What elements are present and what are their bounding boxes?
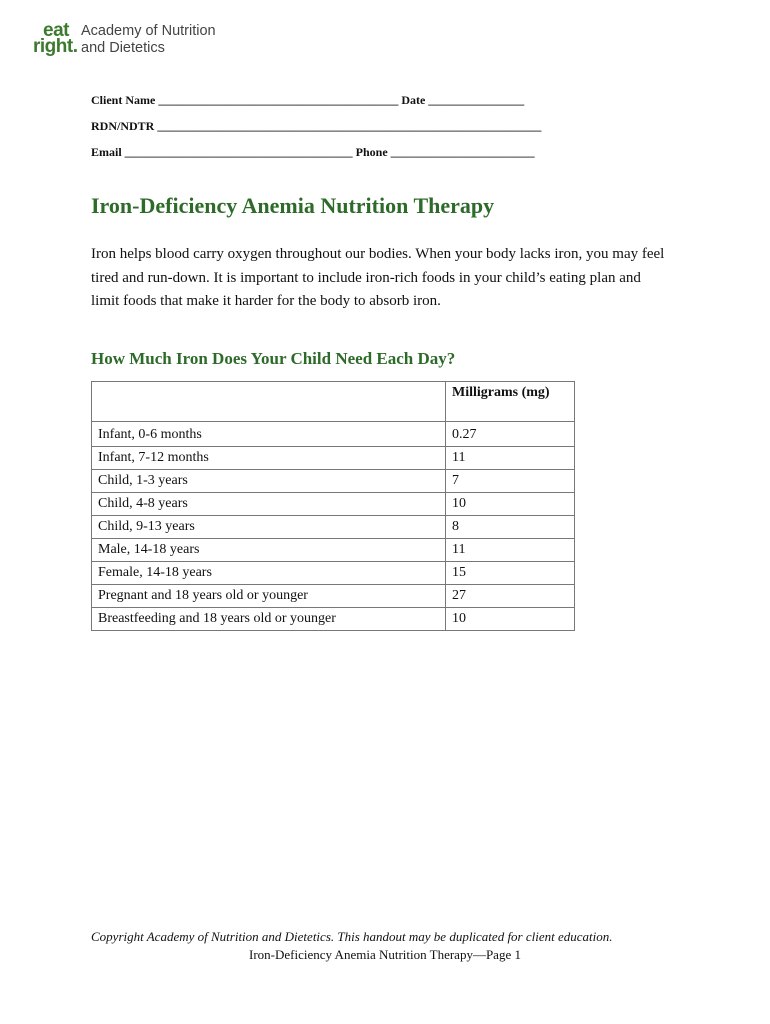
table-row [92,562,575,585]
group-cell: Breastfeeding and 18 years old or younger [92,608,446,631]
mg-cell: 10 [446,608,575,631]
intro-paragraph: Iron helps blood carry oxygen throughout our bodies. When your body lacks iron, you may feel tired and run-down. It is important to include iron-rich foods in your child’s eating plan and limit foods that make it harder for the body to absorb iron. [91,246,665,309]
email-phone-line: Email ______________________________________ Phone ________________________ [91,145,535,159]
group-cell: Infant, 0-6 months [92,422,446,447]
logo-org-line1: Academy of Nutrition [81,23,216,39]
iron-needs-table [91,381,575,631]
group-cell: Pregnant and 18 years old or younger [92,585,446,608]
client-name-date-line: Client Name ________________________________________ Date ________________ [91,93,525,107]
mg-cell: 0.27 [446,422,575,447]
logo-eat-text: eat [43,20,69,41]
group-cell: Child, 4-8 years [92,493,446,516]
header-mg-cell: Milligrams (mg) [446,382,575,422]
group-cell: Male, 14-18 years [92,539,446,562]
table-row [92,422,575,447]
logo-org-line2: and Dietetics [81,40,165,56]
section-heading: How Much Iron Does Your Child Need Each Day? [91,349,456,368]
mg-cell: 11 [446,539,575,562]
group-cell: Female, 14-18 years [92,562,446,585]
mg-cell: 15 [446,562,575,585]
eatright-logo [33,20,233,60]
group-cell: Child, 9-13 years [92,516,446,539]
mg-cell: 8 [446,516,575,539]
mg-cell: 27 [446,585,575,608]
mg-cell: 7 [446,470,575,493]
table-row [92,539,575,562]
group-cell: Child, 1-3 years [92,470,446,493]
table-row [92,470,575,493]
table-row [92,516,575,539]
logo-right-text: right. [33,36,78,57]
group-cell: Infant, 7-12 months [92,447,446,470]
page-title: Iron-Deficiency Anemia Nutrition Therapy [91,193,495,218]
table-row [92,585,575,608]
table-row [92,608,575,631]
mg-cell: 10 [446,493,575,516]
table-row [92,447,575,470]
mg-cell: 11 [446,447,575,470]
table-row [92,493,575,516]
table-header-row [92,382,575,422]
header-group-cell [92,382,446,422]
copyright-notice: Copyright Academy of Nutrition and Dietetics. This handout may be duplicated for client education. [91,929,613,944]
rdn-ndtr-line: RDN/NDTR ________________________________________________________________ [91,119,542,133]
page-footer: Iron-Deficiency Anemia Nutrition Therapy—Page 1 [249,947,521,962]
